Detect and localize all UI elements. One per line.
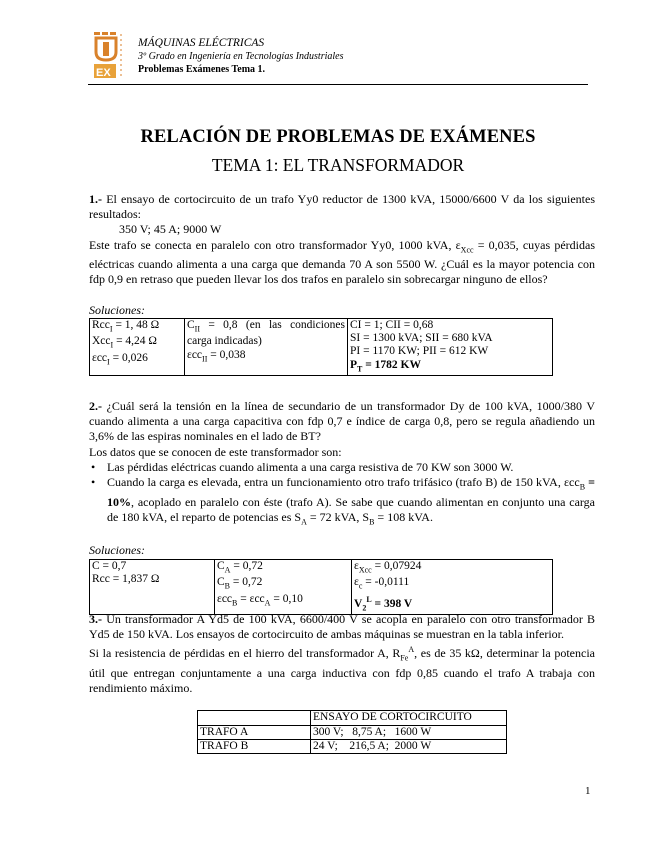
table-row bbox=[198, 740, 507, 754]
page-subtitle: TEMA 1: EL TRANSFORMADOR bbox=[211, 155, 465, 175]
problem-text: Este trafo se conecta en paralelo con otro transformador Yy0, 1000 kVA, $\varepsilon_{Xcc} = 0,035$, cuyas pérdidas eléctricas cuando alimenta a una carga que demanda 70 A son 5500 W. ¿Cuál es la mayor potencia con fdp 0,9 en retraso que pueden llevar los dos trafos en paralelo sin sobrecargar ninguno de ellos? bbox=[89, 237, 595, 287]
table-row bbox=[198, 711, 507, 725]
problem-3 bbox=[89, 612, 595, 754]
row-value: 300 V; 8,75 A; 1600 W bbox=[311, 725, 507, 739]
problem-number: 1.- bbox=[89, 192, 102, 206]
svg-text:EX: EX bbox=[96, 67, 111, 79]
row-label: TRAFO B bbox=[198, 740, 311, 754]
problem-text: Si la resistencia de pérdidas en el hierro del transformador A, $R_{Fe}^A$, es de 35 kΩ, determinar la potencia útil que entregan conjuntamente a una carga inductiva con fdp 0,85 cuando el trafo A trabaja con rendimiento máximo. bbox=[89, 645, 595, 696]
degree-name: 3º Grado en Ingeniería en Tecnologías Industriales bbox=[138, 51, 344, 62]
row-label: TRAFO A bbox=[198, 725, 311, 739]
solutions-label: Soluciones: bbox=[89, 543, 145, 558]
solutions-table bbox=[89, 559, 553, 616]
solution-cell: CI = 1; CII = 0,68 SI = 1300 kVA; SII = 680 kVA PI = 1170 KW; PII = 612 KW $P_T = 1782$ KW bbox=[348, 318, 553, 375]
solution-cell: Rcc$_I$ = 1, 48 Ω Xcc$_I$ = 4,24 Ω εcc$_I$ = 0,026 bbox=[90, 318, 185, 375]
solution-cell: C = 0,7 Rcc = 1,837 Ω bbox=[90, 559, 215, 615]
problem-text: El ensayo de cortocircuito de un trafo Yy0 reductor de 1300 kVA, 15000/6600 V da los siguientes resultados: bbox=[89, 192, 595, 222]
problem-number: 2.- bbox=[89, 399, 102, 413]
solution-cell: $\varepsilon_{Xcc} = 0,07924$ $\varepsilon_c = -0,0111$ $V_2^L = 398$ V bbox=[352, 559, 553, 615]
header-divider bbox=[88, 84, 588, 85]
page-number: 1 bbox=[585, 785, 591, 797]
topic-name: Problemas Exámenes Tema 1. bbox=[138, 64, 266, 75]
test-data: 350 V; 45 A; 9000 W bbox=[119, 222, 222, 237]
problem-text: Un transformador A Yd5 de 100 kVA, 6600/400 V se acopla en paralelo con otro transformador B Yd5 de 150 kVA. Los ensayos de cortocircuito de ambas máquinas se muestran en la tabla inferior. bbox=[89, 612, 596, 642]
document-header bbox=[138, 37, 344, 76]
problem-number: 3.- bbox=[89, 612, 102, 626]
list-item: • Las pérdidas eléctricas cuando alimenta a una carga resistiva de 70 KW son 3000 W. bbox=[107, 460, 595, 475]
data-list bbox=[89, 460, 595, 530]
solution-cell: $C_{II} = 0,8$ (en las condiciones carga indicadas) εcc$_{II}$ = 0,038 bbox=[185, 318, 348, 375]
page-title: RELACIÓN DE PROBLEMAS DE EXÁMENES bbox=[140, 127, 536, 147]
table-row bbox=[198, 725, 507, 739]
problem-text: ¿Cuál será la tensión en la línea de secundario de un transformador Dy de 100 kVA, 1000/380 V cuando alimenta a una carga capacitiva con fdp 0,7 e índice de carga 0,8, pero se regula añadiendo un 3,6% de las espiras nominales en el lado de BT? bbox=[89, 399, 596, 444]
table-header: ENSAYO DE CORTOCIRCUITO bbox=[311, 711, 507, 725]
university-logo bbox=[92, 30, 128, 82]
course-name: MÁQUINAS ELÉCTRICAS bbox=[138, 37, 265, 49]
known-data-label: Los datos que se conocen de este transformador son: bbox=[89, 444, 342, 459]
solutions-label: Soluciones: bbox=[89, 302, 145, 317]
solution-cell: $C_A = 0,72$ $C_B = 0,72$ εcc$_B$ = εcc$_A$ = 0,10 bbox=[215, 559, 352, 615]
list-item: • Cuando la carga es elevada, entra un funcionamiento otro trafo trifásico (trafo B) de 150 kVA, εcc$_B$ = 10%, acoplado en paralelo con éste (trafo A). Se sabe que cuando alimentan en conjunto una carga de 180 kVA, el reparto de potencias es $S_A = 72$ kVA, $S_B = 108$ kVA. bbox=[107, 475, 595, 529]
problem-2 bbox=[89, 399, 595, 615]
problem-1 bbox=[89, 192, 595, 376]
row-value: 24 V; 216,5 A; 2000 W bbox=[311, 740, 507, 754]
test-results-table bbox=[197, 710, 507, 754]
solutions-table bbox=[89, 318, 553, 376]
